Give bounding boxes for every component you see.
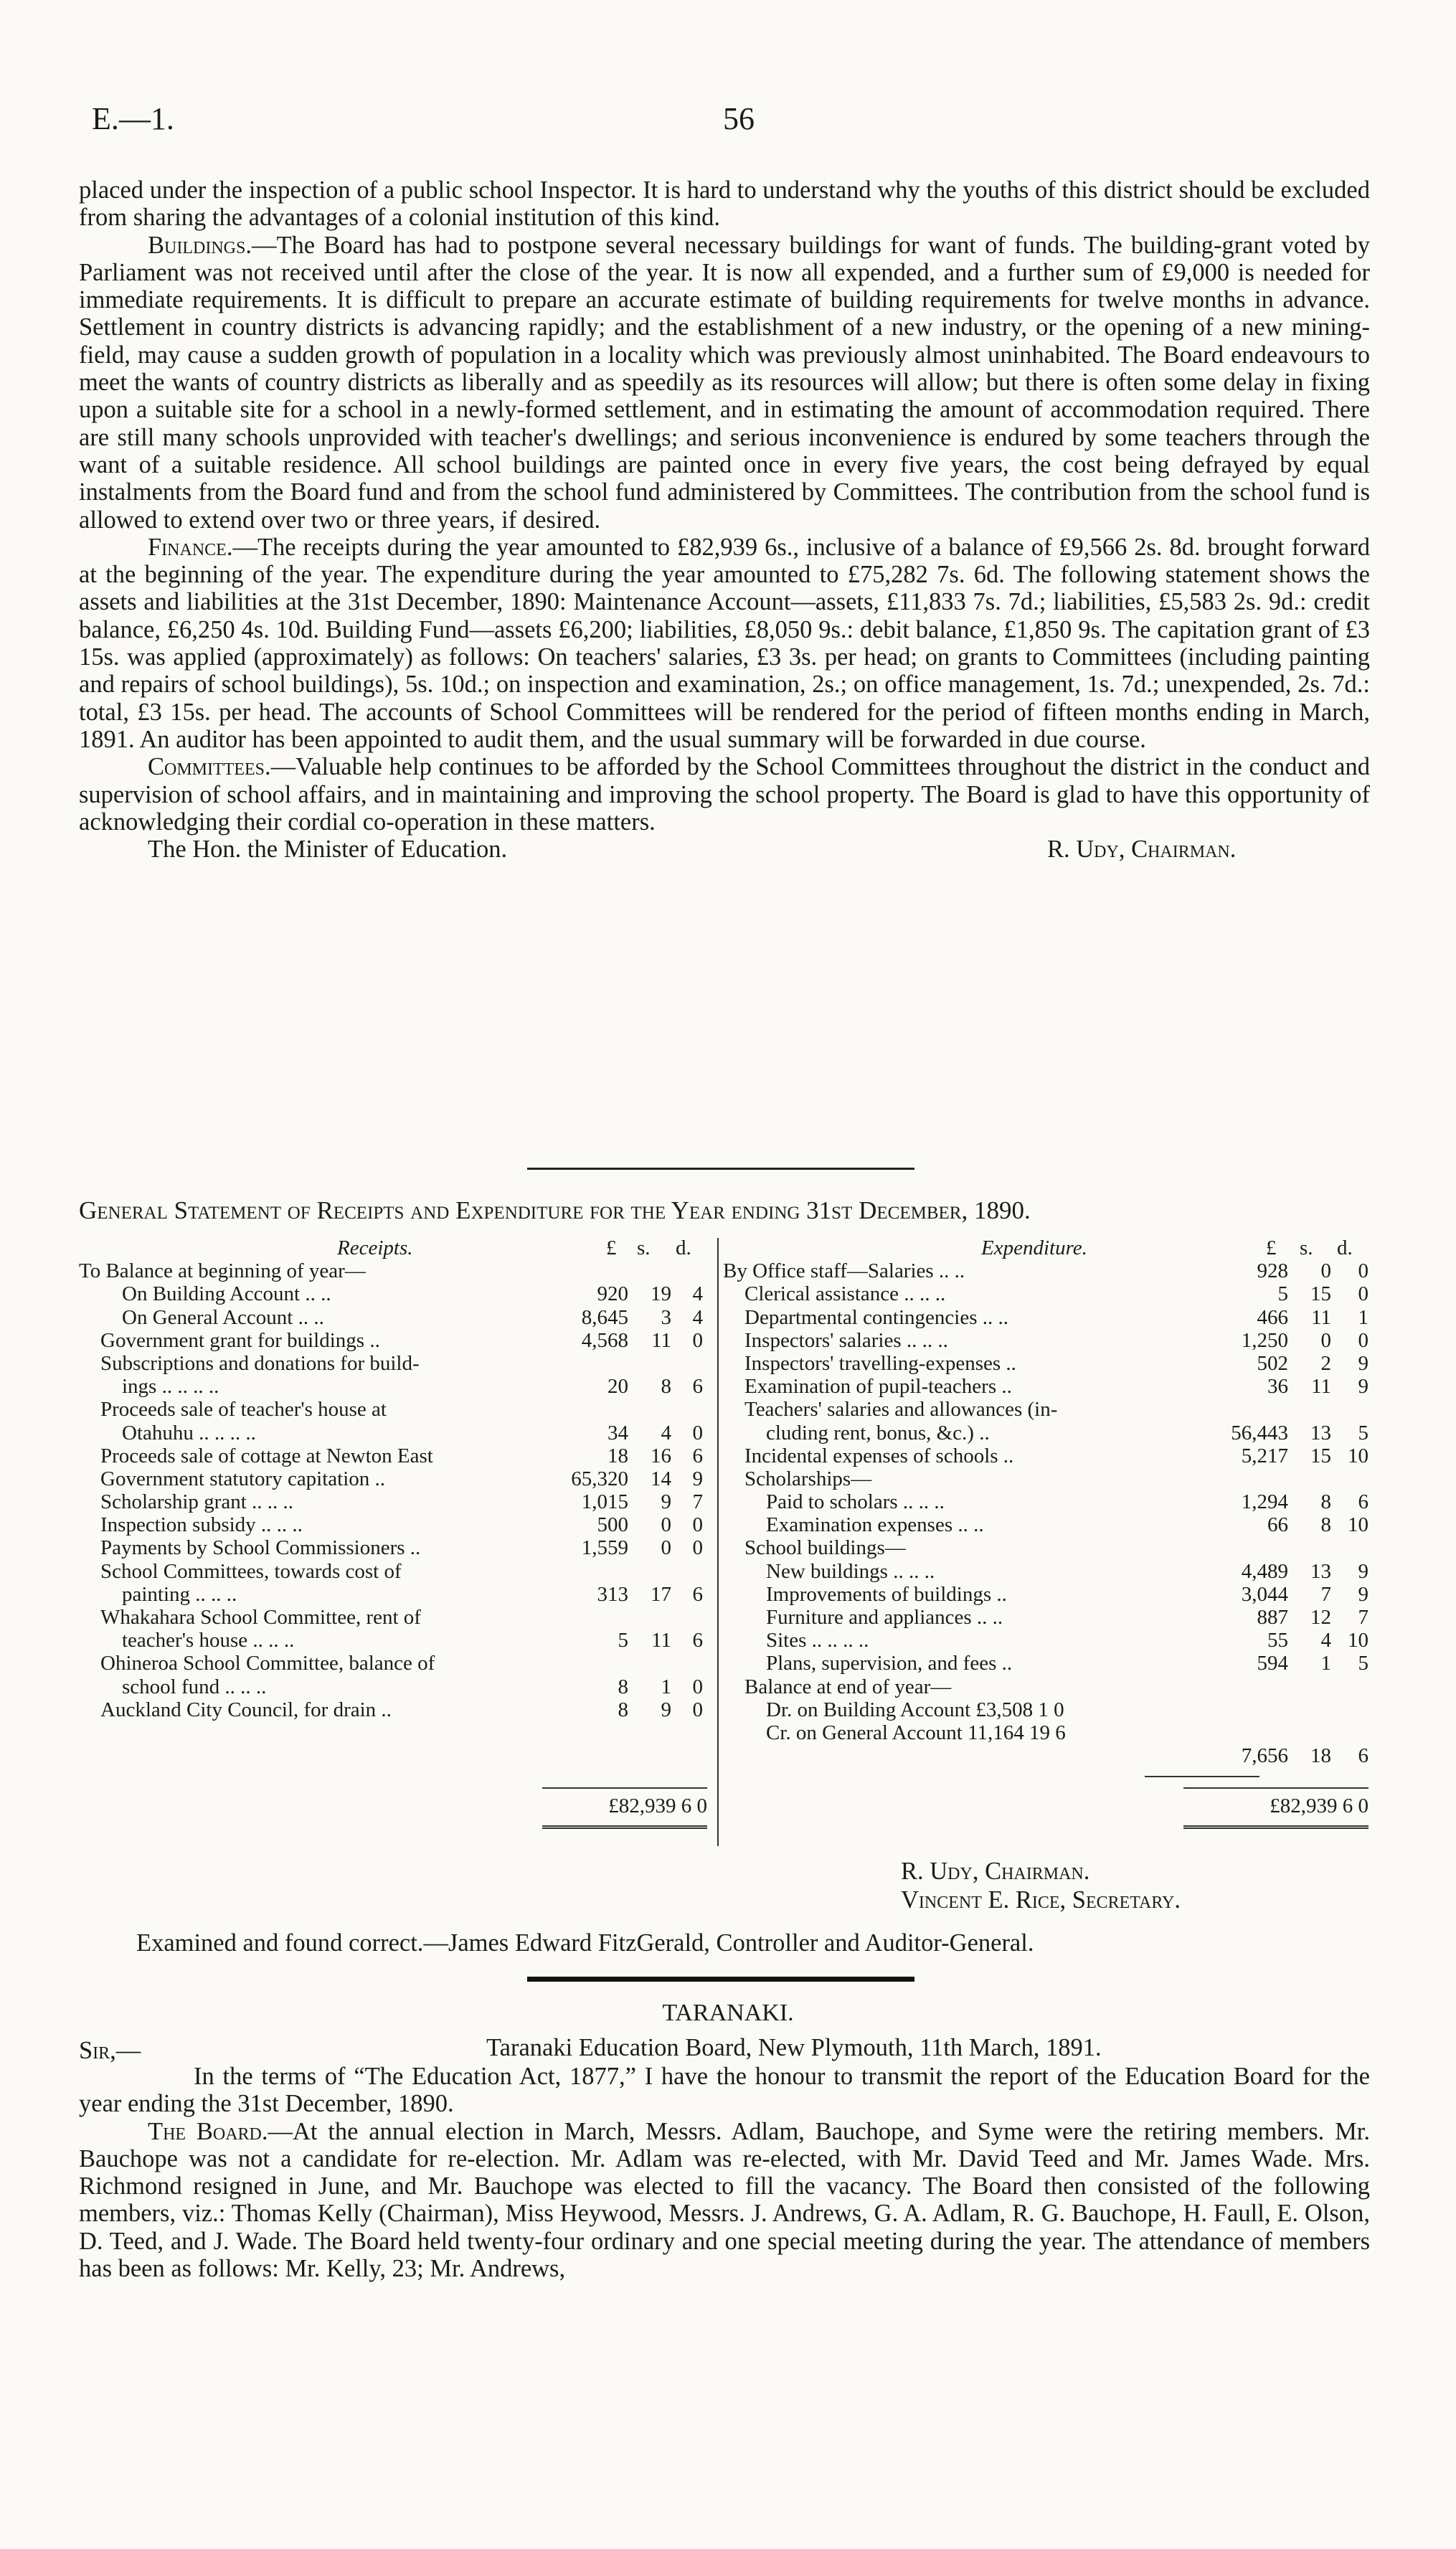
document-reference: E.—1. [92,101,174,136]
expenditure-pounds: 5 [1277,1282,1288,1306]
expenditure-header-row [723,1236,1368,1259]
expenditure-label: Sites .. .. .. .. [766,1629,869,1652]
receipt-pounds: 500 [597,1513,628,1537]
receipt-shillings: 3 [661,1305,671,1329]
expenditure-row [723,1560,1368,1583]
expenditure-pence: 5 [1358,1652,1368,1675]
receipt-label: On General Account .. .. [122,1305,324,1329]
expenditure-pence: 0 [1358,1282,1368,1306]
receipt-row [79,1560,707,1583]
expenditure-label: Paid to scholars .. .. .. [766,1490,945,1514]
expenditure-pence: 10 [1348,1513,1368,1537]
receipt-pence: 6 [692,1444,703,1467]
expenditure-shillings: 1 [1320,1652,1331,1675]
expenditure-shillings: 15 [1310,1444,1331,1467]
receipt-row [79,1259,707,1282]
section-divider [527,1168,914,1170]
balance-subtotal-rule [1145,1776,1259,1777]
receipts-pence-unit: d. [676,1236,691,1259]
receipt-pence: 0 [692,1698,703,1721]
receipts-shillings-unit: s. [637,1236,651,1259]
expenditure-label: Improvements of buildings .. [766,1582,1007,1606]
receipt-label: Government grant for buildings .. [100,1328,380,1352]
receipt-row [79,1698,707,1721]
receipt-pence: 0 [692,1513,703,1537]
expenditure-label: Examination expenses .. .. [766,1513,984,1537]
expenditure-shillings: 8 [1320,1490,1331,1514]
receipt-label: Proceeds sale of cottage at Newton East [100,1444,433,1467]
receipt-shillings: 17 [651,1582,671,1606]
addressee: The Hon. the Minister of Education. [148,836,508,864]
receipt-label: School Committees, towards cost of [100,1559,402,1583]
receipt-label: Scholarship grant .. .. .. [100,1490,294,1514]
receipt-shillings: 19 [651,1282,671,1306]
receipts-header: Receipts. [337,1236,413,1259]
expenditure-label: Inspectors' salaries .. .. .. [744,1328,948,1352]
buildings-paragraph [79,232,1370,534]
receipt-row [79,1675,707,1698]
expenditure-column [723,1236,1368,1882]
expenditure-shillings-unit: s. [1300,1236,1313,1259]
receipts-sum-rule [542,1787,707,1789]
receipt-shillings: 0 [661,1536,671,1560]
expenditure-total-double-rule [1183,1825,1368,1829]
receipt-row [79,1375,707,1398]
expenditure-label: Examination of pupil-teachers .. [744,1375,1012,1399]
receipt-shillings: 14 [651,1467,671,1490]
receipt-label: Subscriptions and donations for build- [100,1351,420,1375]
expenditure-shillings: 13 [1310,1559,1331,1583]
expenditure-pence: 1 [1358,1305,1368,1329]
expenditure-row [723,1652,1368,1675]
receipt-row [79,1467,707,1490]
expenditure-pounds: 56,443 [1231,1421,1288,1444]
receipt-label: Whakahara School Committee, rent of [100,1606,421,1629]
receipt-row [79,1536,707,1559]
receipt-label: To Balance at beginning of year— [79,1259,366,1283]
expenditure-pence: 5 [1358,1421,1368,1444]
expenditure-pence: 6 [1358,1490,1368,1514]
receipt-pounds: 34 [608,1421,628,1444]
receipt-label: Auckland City Council, for drain .. [100,1698,392,1721]
expenditure-pence: 7 [1358,1606,1368,1629]
receipt-pounds: 920 [597,1282,628,1306]
expenditure-label: Cr. on General Account 11,164 19 6 [766,1721,1066,1744]
expenditure-row [723,1513,1368,1536]
receipt-row [79,1422,707,1444]
expenditure-label: Furniture and appliances .. .. [766,1606,1003,1629]
page-header [92,100,1368,143]
expenditure-label: Plans, supervision, and fees .. [766,1652,1013,1675]
statement-title: General Statement of Receipts and Expenditure for the Year ending 31st December, 1890. [79,1196,1031,1224]
receipt-pence: 7 [692,1490,703,1514]
receipt-pence: 0 [692,1536,703,1560]
expenditure-label: New buildings .. .. .. [766,1559,935,1583]
receipts-total-value: £82,939 6 0 [608,1794,707,1817]
receipt-row [79,1606,707,1629]
expenditure-row [723,1259,1368,1282]
expenditure-pounds: 5,217 [1241,1444,1288,1467]
expenditure-shillings: 12 [1310,1606,1331,1629]
expenditure-row [723,1467,1368,1490]
expenditure-pence: 9 [1358,1375,1368,1399]
receipt-pence: 0 [692,1675,703,1698]
receipts-header-row [79,1236,707,1259]
receipt-row [79,1444,707,1467]
expenditure-shillings: 11 [1311,1375,1331,1399]
place-date: Taranaki Education Board, New Plymouth, 11th March, 1891. [486,2034,1102,2061]
expenditure-shillings: 2 [1320,1351,1331,1375]
committees-paragraph [79,753,1370,836]
expenditure-label: By Office staff—Salaries .. .. [723,1259,965,1283]
salutation-line [79,2034,1370,2063]
expenditure-row [723,1352,1368,1375]
receipt-pounds: 1,015 [581,1490,628,1514]
heavy-section-divider [527,1977,914,1982]
board-paragraph [79,2118,1370,2283]
receipt-pence: 9 [692,1467,703,1490]
expenditure-shillings: 4 [1320,1629,1331,1652]
expenditure-row [723,1329,1368,1352]
receipt-pounds: 8 [618,1698,628,1721]
expenditure-total [1183,1794,1368,1817]
salutation: Sir,— [79,2037,141,2064]
receipt-label: ings .. .. .. .. [122,1375,219,1399]
receipts-column [79,1236,707,1882]
expenditure-pence: 9 [1358,1559,1368,1583]
taranaki-heading: TARANAKI. [662,2000,794,2026]
expenditure-shillings: 0 [1320,1328,1331,1352]
receipt-row [79,1490,707,1513]
receipts-total [542,1794,707,1817]
receipts-total-double-rule [542,1825,707,1829]
expenditure-sum-rule [1183,1787,1368,1789]
receipt-shillings: 4 [661,1421,671,1444]
expenditure-pounds: 4,489 [1241,1559,1288,1583]
receipt-row [79,1629,707,1652]
receipt-shillings: 16 [651,1444,671,1467]
expenditure-total-value: £82,939 6 0 [1270,1794,1368,1817]
receipt-shillings: 0 [661,1513,671,1537]
receipt-shillings: 9 [661,1698,671,1721]
expenditure-pounds: 928 [1257,1259,1288,1283]
receipt-label: Government statutory capitation .. [100,1467,386,1490]
receipt-shillings: 11 [651,1328,671,1352]
finance-heading: Finance. [148,533,233,561]
receipt-label: teacher's house .. .. .. [122,1629,295,1652]
receipt-row [79,1513,707,1536]
expenditure-row [723,1583,1368,1606]
buildings-heading: Buildings. [148,231,252,259]
receipt-label: Inspection subsidy .. .. .. [100,1513,303,1537]
receipt-shillings: 9 [661,1490,671,1514]
expenditure-label: Inspectors' travelling-expenses .. [744,1351,1016,1375]
receipt-row [79,1282,707,1305]
board-text: —At the annual election in March, Messrs. Adlam, Bauchope, and Syme were the retiring members. Mr. Bauchope was not a candidate for re-election. Mr. Adlam was re-elected, with Mr. David Teed and Mr. James Wade. Mrs. Richmond resigned in June, and Mr. Bauchope was elected to fill the vacancy. The Board then consisted of the following members, viz.: Thomas Kelly (Chairman), Miss Heywood, Messrs. J. Andrews, G. A. Adlam, R. G. Bauchope, H. Faull, E. Olson, D. Teed, and J. Wade. The Board held twenty-four ordinary and one special meeting during the year. The attendance of members has been as follows: Mr. Kelly, 23; Mr. Andrews, [79,2117,1370,2283]
expenditure-pounds: 3,044 [1241,1582,1288,1606]
receipt-pounds: 1,559 [581,1536,628,1560]
expenditure-row [723,1698,1368,1721]
receipt-pence: 6 [692,1375,703,1399]
report-body [79,176,1370,864]
expenditure-label: Clerical assistance .. .. .. [744,1282,946,1306]
expenditure-pence: 0 [1358,1259,1368,1283]
expenditure-label: cluding rent, bonus, &c.) .. [766,1421,990,1444]
expenditure-pence-unit: d. [1337,1236,1353,1259]
expenditure-label: Incidental expenses of schools .. [744,1444,1014,1467]
receipt-label: Otahuhu .. .. .. .. [122,1421,256,1444]
chairman-signature: R. Udy, Chairman. [1047,836,1237,864]
receipts-pounds-unit: £ [606,1236,617,1259]
expenditure-row [723,1306,1368,1329]
expenditure-pence: 0 [1358,1328,1368,1352]
expenditure-pence: 10 [1348,1629,1368,1652]
expenditure-row [723,1282,1368,1305]
receipt-pounds: 5 [618,1629,628,1652]
expenditure-row [723,1606,1368,1629]
receipt-row [79,1398,707,1421]
expenditure-pence: 10 [1348,1444,1368,1467]
finance-paragraph [79,534,1370,753]
expenditure-row [723,1422,1368,1444]
expenditure-label: Balance at end of year— [744,1675,952,1698]
expenditure-shillings: 8 [1320,1513,1331,1537]
expenditure-pounds: 1,294 [1241,1490,1288,1514]
receipt-label: painting .. .. .. [122,1582,237,1606]
expenditure-row [723,1536,1368,1559]
expenditure-row [723,1375,1368,1398]
taranaki-letter [79,2034,1370,2282]
receipt-pounds: 4,568 [581,1328,628,1352]
expenditure-shillings: 18 [1310,1744,1331,1768]
expenditure-pounds: 466 [1257,1305,1288,1329]
receipt-pence: 0 [692,1421,703,1444]
receipt-pounds: 313 [597,1582,628,1606]
committees-text: —Valuable help continues to be afforded by the School Committees throughout the district in the conduct and supervision of school affairs, and in maintaining and improving the school property. The Board is glad to have this opportunity of acknowledging their cordial co-operation in these matters. [79,753,1370,836]
expenditure-row [723,1490,1368,1513]
expenditure-shillings: 13 [1310,1421,1331,1444]
letter-close [79,836,1370,864]
taranaki-intro: In the terms of “The Education Act, 1877,” I have the honour to transmit the report of the Education Board for the year ending the 31st December, 1890. [79,2063,1370,2118]
receipt-pence: 0 [692,1328,703,1352]
receipt-pounds: 18 [608,1444,628,1467]
expenditure-pounds-unit: £ [1266,1236,1277,1259]
receipt-shillings: 11 [651,1629,671,1652]
expenditure-label: Departmental contingencies .. .. [744,1305,1009,1329]
expenditure-row [723,1629,1368,1652]
receipt-pence: 6 [692,1629,703,1652]
expenditure-pounds: 887 [1257,1606,1288,1629]
receipt-label: On Building Account .. .. [122,1282,331,1306]
receipt-row [79,1329,707,1352]
expenditure-pounds: 502 [1257,1351,1288,1375]
expenditure-shillings: 15 [1310,1282,1331,1306]
statement-secretary: Vincent E. Rice, Secretary. [901,1886,1181,1914]
expenditure-pounds: 55 [1267,1629,1288,1652]
receipt-pounds: 8,645 [581,1305,628,1329]
receipt-row [79,1652,707,1675]
receipt-pounds: 8 [618,1675,628,1698]
expenditure-header: Expenditure. [981,1236,1087,1259]
expenditure-pence: 6 [1358,1744,1368,1768]
receipt-shillings: 1 [661,1675,671,1698]
buildings-text: —The Board has had to postpone several necessary buildings for want of funds. The building-grant voted by Parliament was not received until after the close of the year. It is now all expended, and a further sum of £9,000 is needed for immediate requirements. It is difficult to prepare an accurate estimate of building requirements for twelve months in advance. Settlement in country districts is advancing rapidly; and the establishment of a new industry, or the opening of a new mining-field, may cause a sudden growth of population in a locality which was previously almost uninhabited. The Board endeavours to meet the wants of country districts as liberally and as speedily as its resources will allow; but there is often some delay in fixing upon a suitable site for a school in a newly-formed settlement, and in estimating the amount of accommodation required. There are still many schools unprovided with teacher's dwellings; and serious inconvenience is endured by some teachers through the want of a suitable residence. All school buildings are painted once in every five years, the cost being defrayed by equal instalments from the Board fund and from the school fund administered by Committees. The contribution from the school fund is allowed to extend over two or three years, if desired. [79,231,1370,534]
receipt-pence: 4 [692,1305,703,1329]
expenditure-label: Scholarships— [744,1467,872,1490]
receipt-row [79,1352,707,1375]
expenditure-shillings: 11 [1311,1305,1331,1329]
expenditure-pence: 9 [1358,1351,1368,1375]
receipt-label: Proceeds sale of teacher's house at [100,1398,387,1422]
receipt-label: school fund .. .. .. [122,1675,267,1698]
committees-heading: Committees. [148,753,271,781]
page-number: 56 [723,101,755,136]
expenditure-pounds: 36 [1267,1375,1288,1399]
expenditure-row [723,1398,1368,1421]
receipt-pounds: 20 [608,1375,628,1399]
expenditure-label: School buildings— [744,1536,906,1560]
receipt-label: Ohineroa School Committee, balance of [100,1652,435,1675]
expenditure-pence: 9 [1358,1582,1368,1606]
board-heading: The Board. [148,2117,268,2145]
receipt-label: Payments by School Commissioners .. [100,1536,421,1560]
expenditure-pounds: 66 [1267,1513,1288,1537]
expenditure-pounds: 594 [1257,1652,1288,1675]
expenditure-row [723,1444,1368,1467]
statement-column-divider [717,1238,719,1846]
receipt-shillings: 8 [661,1375,671,1399]
receipt-row [79,1306,707,1329]
expenditure-row [723,1744,1368,1767]
statement-chairman: R. Udy, Chairman. [901,1858,1090,1885]
receipt-row [79,1583,707,1606]
finance-text: —The receipts during the year amounted to £82,939 6s., inclusive of a balance of £9,566 2s. 8d. brought forward at the beginning of the year. The expenditure during the year amounted to £75,282 7s. 6d. The following statement shows the assets and liabilities at the 31st December, 1890: Maintenance Account—assets, £11,833 7s. 7d.; liabilities, £5,583 2s. 9d.: credit balance, £6,250 4s. 10d. Building Fund—assets £6,200; liabilities, £8,050 9s.: debit balance, £1,850 9s. The capitation grant of £3 15s. was applied (approximately) as follows: On teachers' salaries, £3 3s. per head; on grants to Committees (including painting and repairs of school buildings), 5s. 10d.; on inspection and examination, 2s.; on office management, 1s. 7d.; unexpended, 2s. 7d.: total, £3 15s. per head. The accounts of School Committees will be rendered for the period of fifteen months ending in March, 1891. An auditor has been appointed to audit them, and the usual summary will be forwarded in due course. [79,533,1370,753]
audit-note: Examined and found correct.—James Edward FitzGerald, Controller and Auditor-General. [136,1929,1034,1957]
expenditure-label: Dr. on Building Account £3,508 1 0 [766,1698,1064,1721]
expenditure-shillings: 0 [1320,1259,1331,1283]
receipt-pence: 6 [692,1582,703,1606]
expenditure-row [723,1675,1368,1698]
expenditure-row [723,1721,1368,1744]
expenditure-shillings: 7 [1320,1582,1331,1606]
receipt-pence: 4 [692,1282,703,1306]
expenditure-pounds: 1,250 [1241,1328,1288,1352]
expenditure-pounds: 7,656 [1241,1744,1288,1768]
receipt-pounds: 65,320 [571,1467,628,1490]
expenditure-label: Teachers' salaries and allowances (in- [744,1398,1058,1422]
opening-paragraph: placed under the inspection of a public school Inspector. It is hard to understand why the youths of this district should be excluded from sharing the advantages of a colonial institution of this kind. [79,176,1370,232]
